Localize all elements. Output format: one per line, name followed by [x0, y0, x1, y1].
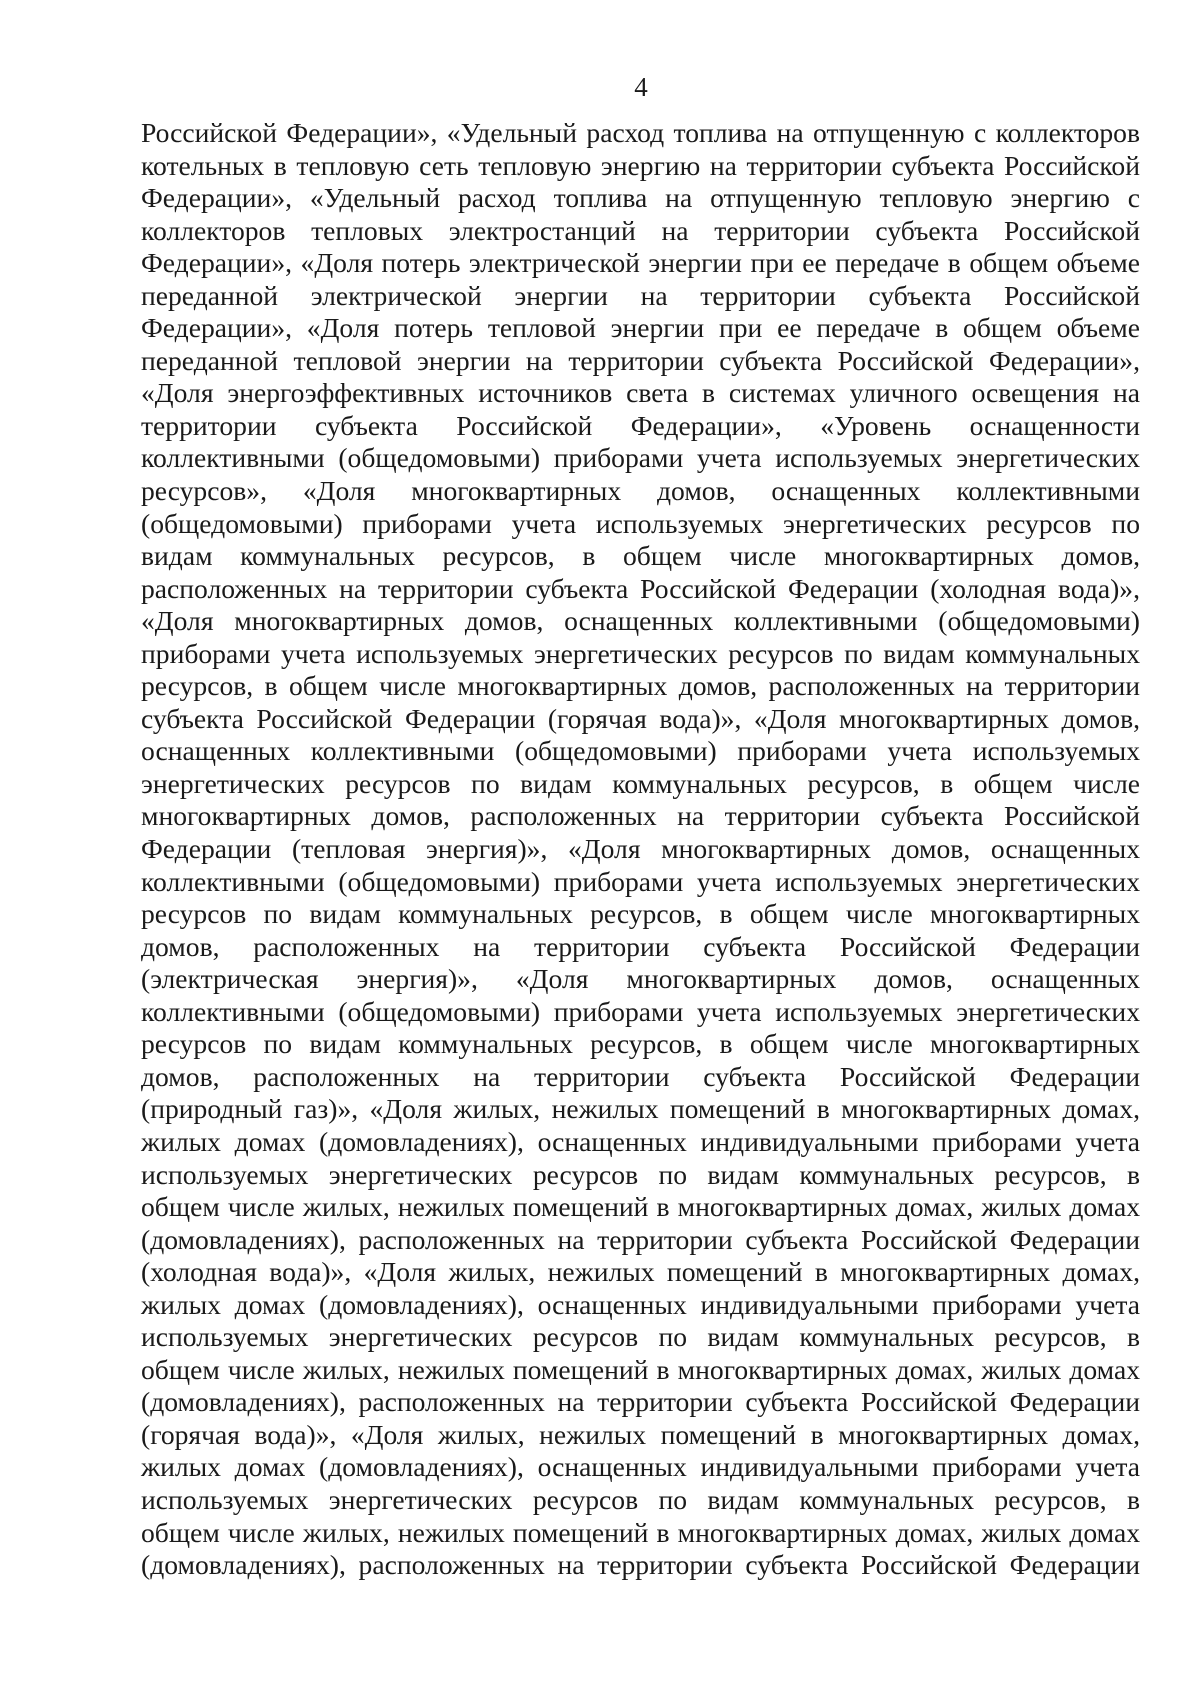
text-line: Федерации (тепловая энергия)», «Доля многоквартирных домов, оснащенных [141, 833, 1140, 865]
text-line: (домовладениях), расположенных на территории субъекта Российской Федерации [141, 1223, 1140, 1255]
text-line: домов, расположенных на территории субъекта Российской Федерации [141, 1060, 1140, 1092]
text-line: приборами учета используемых энергетических ресурсов по видам коммунальных [141, 637, 1140, 669]
text-line: Российской Федерации», «Удельный расход топлива на отпущенную с коллекторов [141, 117, 1140, 148]
text-line: используемых энергетических ресурсов по видам коммунальных ресурсов, в [141, 1483, 1140, 1515]
text-line: (общедомовыми) приборами учета используемых энергетических ресурсов по [141, 507, 1140, 539]
text-line: «Доля энергоэффективных источников света в системах уличного освещения на [141, 377, 1140, 409]
text-line: общем числе жилых, нежилых помещений в многоквартирных домах, жилых домах [141, 1516, 1140, 1548]
text-line: используемых энергетических ресурсов по видам коммунальных ресурсов, в [141, 1321, 1140, 1353]
text-line: коллекторов тепловых электростанций на территории субъекта Российской [141, 214, 1140, 246]
body-text [141, 117, 1140, 1582]
text-line: видам коммунальных ресурсов, в общем числе многоквартирных домов, [141, 540, 1140, 572]
text-line: общем числе жилых, нежилых помещений в многоквартирных домах, жилых домах [141, 1191, 1140, 1223]
text-line: расположенных на территории субъекта Российской Федерации (холодная вода)», [141, 572, 1140, 604]
text-line: переданной электрической энергии на территории субъекта Российской [141, 279, 1140, 311]
text-line: переданной тепловой энергии на территории субъекта Российской Федерации», [141, 344, 1140, 376]
text-line: Федерации», «Доля потерь тепловой энергии при ее передаче в общем объеме [141, 312, 1140, 344]
text-line: многоквартирных домов, расположенных на территории субъекта Российской [141, 800, 1140, 832]
text-line: субъекта Российской Федерации (горячая вода)», «Доля многоквартирных домов, [141, 702, 1140, 734]
text-line: (домовладениях), расположенных на территории субъекта Российской Федерации [141, 1549, 1140, 1581]
text-line: ресурсов, в общем числе многоквартирных домов, расположенных на территории [141, 670, 1140, 702]
text-line: котельных в тепловую сеть тепловую энергию на территории субъекта Российской [141, 149, 1140, 181]
text-line: домов, расположенных на территории субъекта Российской Федерации [141, 930, 1140, 962]
text-line: Федерации», «Удельный расход топлива на отпущенную тепловую энергию с [141, 182, 1140, 214]
text-line: (природный газ)», «Доля жилых, нежилых помещений в многоквартирных домах, [141, 1093, 1140, 1125]
text-line: жилых домах (домовладениях), оснащенных индивидуальными приборами учета [141, 1451, 1140, 1483]
text-line: (электрическая энергия)», «Доля многоквартирных домов, оснащенных [141, 963, 1140, 995]
text-line: жилых домах (домовладениях), оснащенных индивидуальными приборами учета [141, 1288, 1140, 1320]
text-line: территории субъекта Российской Федерации», «Уровень оснащенности [141, 409, 1140, 441]
text-line: ресурсов», «Доля многоквартирных домов, оснащенных коллективными [141, 475, 1140, 507]
text-line: жилых домах (домовладениях), оснащенных индивидуальными приборами учета [141, 1125, 1140, 1157]
text-line: используемых энергетических ресурсов по видам коммунальных ресурсов, в [141, 1158, 1140, 1190]
page-number: 4 [634, 72, 648, 102]
text-line: коллективными (общедомовыми) приборами учета используемых энергетических [141, 995, 1140, 1027]
text-line: (домовладениях), расположенных на территории субъекта Российской Федерации [141, 1386, 1140, 1418]
text-line: энергетических ресурсов по видам коммунальных ресурсов, в общем числе [141, 767, 1140, 799]
text-line: Федерации», «Доля потерь электрической энергии при ее передаче в общем объеме [141, 247, 1140, 279]
text-line: «Доля многоквартирных домов, оснащенных коллективными (общедомовыми) [141, 605, 1140, 637]
text-line: общем числе жилых, нежилых помещений в многоквартирных домах, жилых домах [141, 1353, 1140, 1385]
text-line: коллективными (общедомовыми) приборами учета используемых энергетических [141, 442, 1140, 474]
text-line: ресурсов по видам коммунальных ресурсов, в общем числе многоквартирных [141, 898, 1140, 930]
text-line: (горячая вода)», «Доля жилых, нежилых помещений в многоквартирных домах, [141, 1418, 1140, 1450]
text-line: оснащенных коллективными (общедомовыми) приборами учета используемых [141, 735, 1140, 767]
text-line: коллективными (общедомовыми) приборами учета используемых энергетических [141, 865, 1140, 897]
text-line: (холодная вода)», «Доля жилых, нежилых помещений в многоквартирных домах, [141, 1256, 1140, 1288]
text-line: ресурсов по видам коммунальных ресурсов, в общем числе многоквартирных [141, 1028, 1140, 1060]
